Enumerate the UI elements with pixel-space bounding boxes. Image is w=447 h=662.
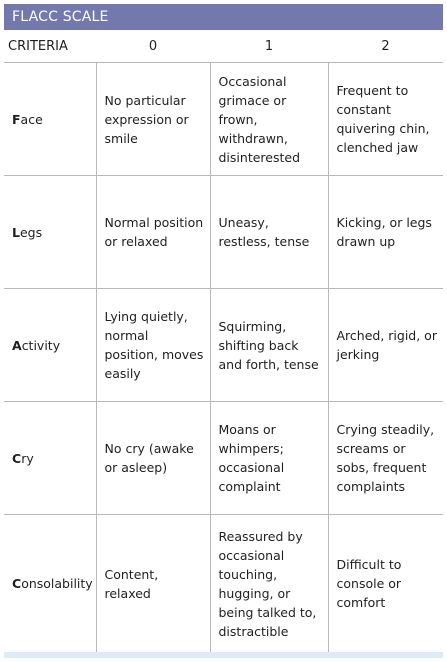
criteria-rest: ry bbox=[21, 450, 34, 466]
score-2-cell: Difficult to console or comfort bbox=[328, 515, 443, 653]
score-0-cell: No cry (awake or asleep) bbox=[96, 402, 210, 515]
header-criteria: CRITERIA bbox=[4, 30, 96, 63]
criteria-rest: ctivity bbox=[21, 337, 61, 353]
score-1-cell: Squirming, shifting back and forth, tense bbox=[210, 289, 328, 402]
criteria-cell bbox=[4, 63, 96, 176]
criteria-rest: onsolability bbox=[21, 576, 93, 591]
footer-strip bbox=[4, 652, 443, 658]
criteria-rest: egs bbox=[19, 224, 43, 240]
table-row-legs bbox=[4, 176, 443, 289]
score-0-cell: Lying quietly, normal position, moves easily bbox=[96, 289, 210, 402]
score-1-cell: Occasional grimace or frown, withdrawn, disinterested bbox=[210, 63, 328, 176]
table-title: FLACC SCALE bbox=[4, 4, 443, 30]
score-2-cell: Frequent to constant quivering chin, clenched jaw bbox=[328, 63, 443, 176]
score-1-cell: Uneasy, restless, tense bbox=[210, 176, 328, 289]
header-score-1: 1 bbox=[210, 30, 328, 63]
header-score-0: 0 bbox=[96, 30, 210, 63]
flacc-table bbox=[4, 30, 443, 653]
score-2-cell: Crying steadily, screams or sobs, frequent complaints bbox=[328, 402, 443, 515]
score-0-cell: Content, relaxed bbox=[96, 515, 210, 653]
score-0-cell: No particular expression or smile bbox=[96, 63, 210, 176]
score-1-cell: Moans or whimpers; occasional complaint bbox=[210, 402, 328, 515]
criteria-rest: ace bbox=[20, 111, 43, 127]
header-score-2: 2 bbox=[328, 30, 443, 63]
table-row-activity bbox=[4, 289, 443, 402]
criteria-cell bbox=[4, 515, 96, 653]
table-row-face bbox=[4, 63, 443, 176]
criteria-initial: L bbox=[12, 224, 20, 240]
score-2-cell: Arched, rigid, or jerking bbox=[328, 289, 443, 402]
table-row-consolability bbox=[4, 515, 443, 653]
criteria-initial: C bbox=[12, 450, 22, 466]
criteria-initial: F bbox=[12, 111, 21, 127]
criteria-initial: C bbox=[12, 576, 22, 591]
criteria-cell bbox=[4, 402, 96, 515]
header-row bbox=[4, 30, 443, 63]
criteria-initial: A bbox=[12, 337, 22, 353]
score-2-cell: Kicking, or legs drawn up bbox=[328, 176, 443, 289]
criteria-cell bbox=[4, 289, 96, 402]
flacc-scale-table-frame bbox=[4, 4, 443, 658]
criteria-cell bbox=[4, 176, 96, 289]
score-1-cell: Reassured by occasional touching, hugging, or being talked to, distractible bbox=[210, 515, 328, 653]
table-row-cry bbox=[4, 402, 443, 515]
score-0-cell: Normal position or relaxed bbox=[96, 176, 210, 289]
